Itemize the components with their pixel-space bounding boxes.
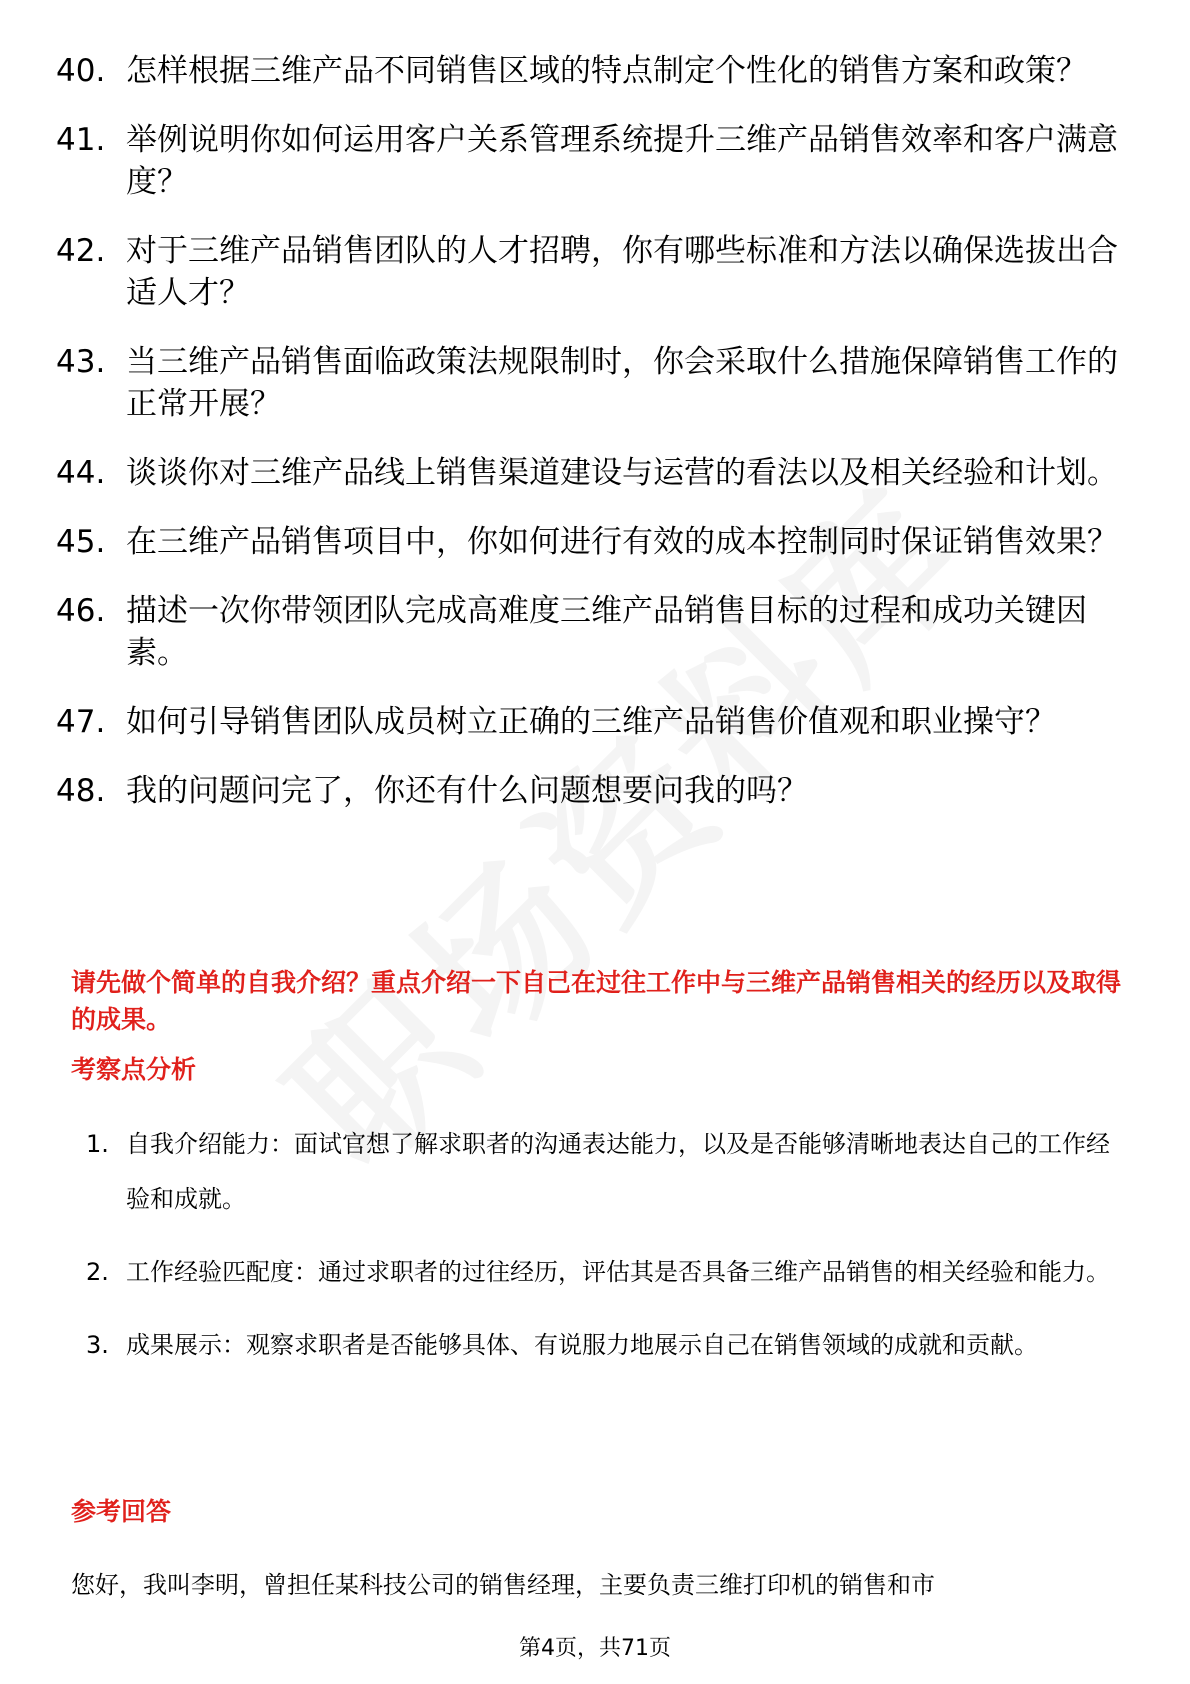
- question-text: 我的问题问完了，你还有什么问题想要问我的吗？: [126, 773, 808, 809]
- list-item: [86, 1245, 1126, 1300]
- question-number: 41.: [56, 122, 106, 158]
- question-text: 当三维产品销售面临政策法规限制时，你会采取什么措施保障销售工作的正常开展？: [126, 344, 1118, 422]
- question-number: 44.: [56, 455, 106, 491]
- list-item: [56, 770, 1136, 812]
- list-item: [56, 230, 1136, 314]
- analysis-text: 自我介绍能力：面试官想了解求职者的沟通表达能力，以及是否能够清晰地表达自己的工作经验和成就。: [126, 1130, 1110, 1213]
- list-item: [56, 590, 1136, 674]
- list-item: [56, 452, 1136, 494]
- question-number: 48.: [56, 773, 106, 809]
- question-text: 如何引导销售团队成员树立正确的三维产品销售价值观和职业操守？: [126, 704, 1056, 740]
- question-number: 45.: [56, 524, 106, 560]
- answer-paragraph: 您好，我叫李明，曾担任某科技公司的销售经理，主要负责三维打印机的销售和市: [71, 1571, 935, 1599]
- question-list: [56, 50, 1136, 839]
- question-text: 谈谈你对三维产品线上销售渠道建设与运营的看法以及相关经验和计划。: [126, 455, 1118, 491]
- question-text: 对于三维产品销售团队的人才招聘，你有哪些标准和方法以确保选拔出合适人才？: [126, 233, 1118, 311]
- analysis-text: 成果展示：观察求职者是否能够具体、有说服力地展示自己在销售领域的成就和贡献。: [126, 1331, 1038, 1359]
- list-item: [56, 119, 1136, 203]
- answer-heading: 参考回答: [71, 1497, 172, 1526]
- question-text: 怎样根据三维产品不同销售区域的特点制定个性化的销售方案和政策？: [126, 53, 1087, 89]
- list-item: [56, 341, 1136, 425]
- page-footer: 第4页，共71页: [519, 1636, 671, 1661]
- question-text: 在三维产品销售项目中，你如何进行有效的成本控制同时保证销售效果？: [126, 524, 1118, 560]
- list-item: [56, 521, 1136, 563]
- analysis-list: [86, 1117, 1126, 1391]
- analysis-number: 1.: [86, 1130, 109, 1158]
- analysis-heading: 考察点分析: [71, 1055, 197, 1084]
- list-item: [56, 50, 1136, 92]
- question-number: 42.: [56, 233, 106, 269]
- question-text: 举例说明你如何运用客户关系管理系统提升三维产品销售效率和客户满意度？: [126, 122, 1118, 200]
- question-number: 47.: [56, 704, 106, 740]
- question-number: 46.: [56, 593, 106, 629]
- analysis-text: 工作经验匹配度：通过求职者的过往经历，评估其是否具备三维产品销售的相关经验和能力。: [126, 1258, 1110, 1286]
- analysis-number: 3.: [86, 1331, 109, 1359]
- list-item: [86, 1318, 1126, 1373]
- question-number: 40.: [56, 53, 106, 89]
- analysis-number: 2.: [86, 1258, 109, 1286]
- question-number: 43.: [56, 344, 106, 380]
- list-item: [56, 701, 1136, 743]
- list-item: [86, 1117, 1126, 1227]
- highlighted-question: 请先做个简单的自我介绍？重点介绍一下自己在过往工作中与三维产品销售相关的经历以及取得的成果。: [71, 968, 1122, 1034]
- question-text: 描述一次你带领团队完成高难度三维产品销售目标的过程和成功关键因素。: [126, 593, 1087, 671]
